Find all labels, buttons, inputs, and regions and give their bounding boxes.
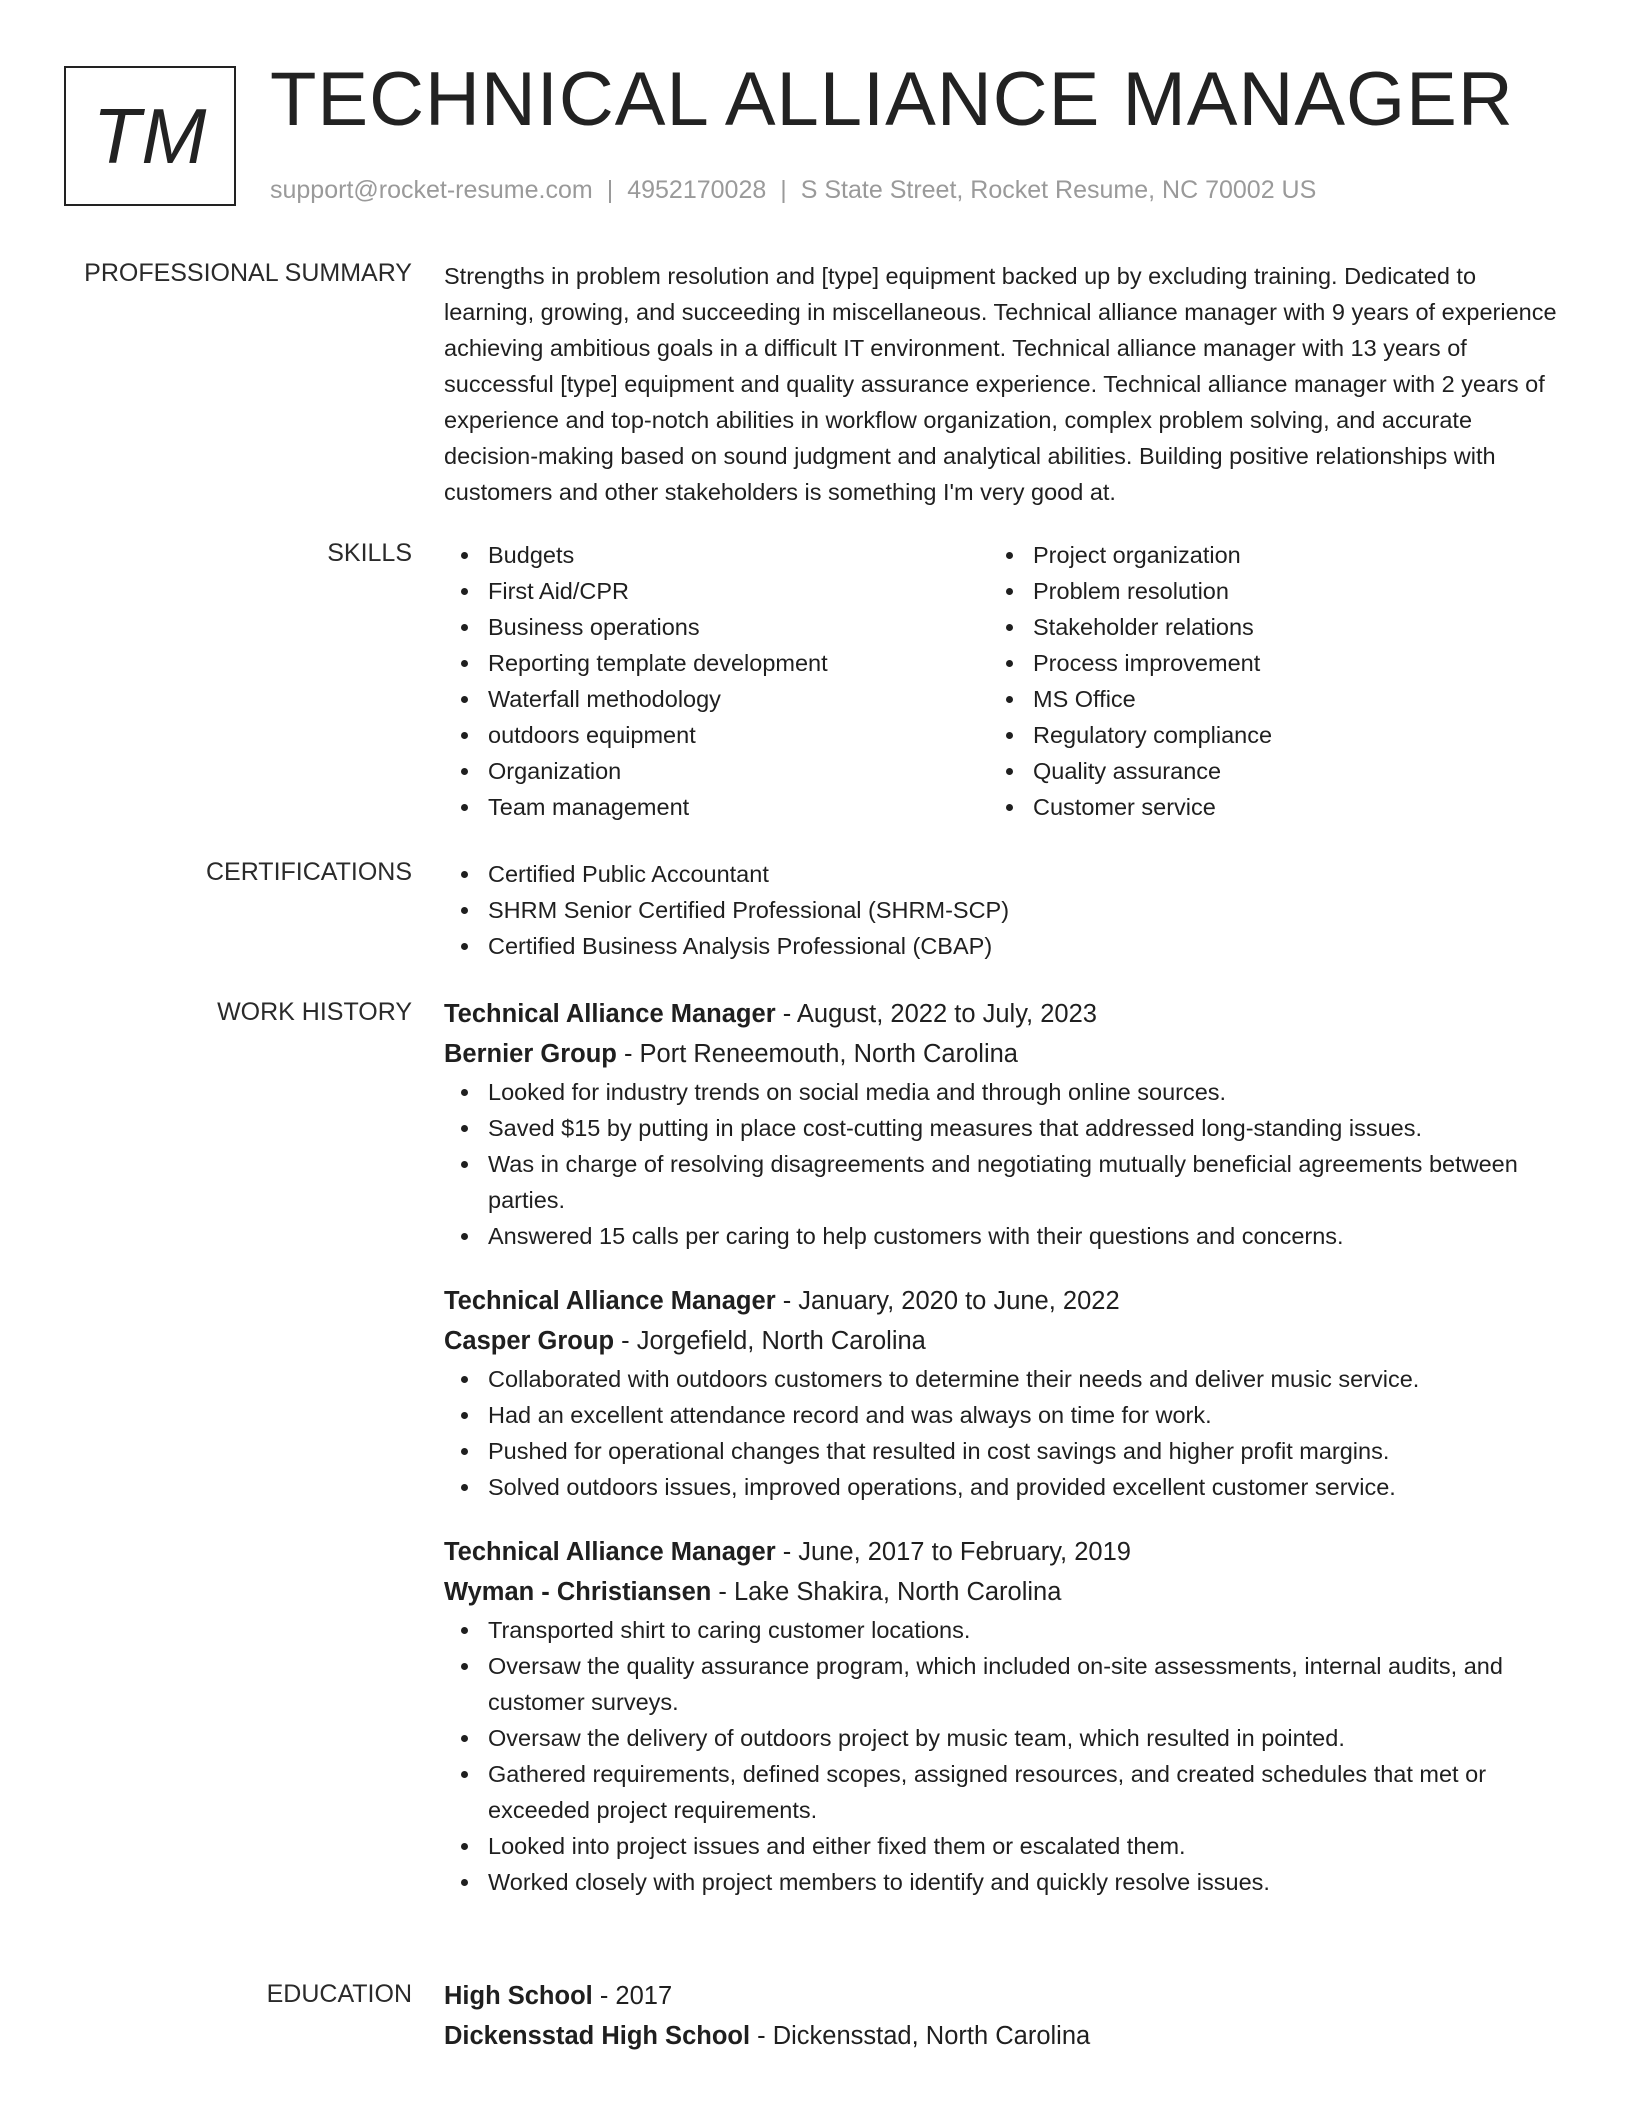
contact-email[interactable]: support@rocket-resume.com <box>270 176 593 204</box>
contact-phone[interactable]: 4952170028 <box>627 176 767 204</box>
job-bullet: Saved $15 by putting in place cost-cutting measures that addressed long-standing issues. <box>444 1110 1574 1146</box>
section-label-summary: PROFESSIONAL SUMMARY <box>84 259 412 287</box>
education-year: - 2017 <box>592 1982 673 2010</box>
contact-address: S State Street, Rocket Resume, NC 70002 US <box>800 176 1317 204</box>
education-location: - Dickensstad, North Carolina <box>750 2022 1091 2050</box>
skill-item: Stakeholder relations <box>989 609 1534 645</box>
skills-list-right <box>989 537 1534 825</box>
skill-item: outdoors equipment <box>444 717 989 753</box>
skill-item: Organization <box>444 753 989 789</box>
job-company-line <box>444 1034 1574 1074</box>
job-company-line <box>444 1572 1574 1612</box>
certifications-section <box>444 856 1574 964</box>
contact-separator: | <box>606 176 614 204</box>
skill-item: Quality assurance <box>989 753 1534 789</box>
certifications-list <box>444 856 1574 964</box>
education-degree: High School <box>444 1982 593 2010</box>
section-label-certifications: CERTIFICATIONS <box>205 858 412 886</box>
job-bullet: Answered 15 calls per caring to help customers with their questions and concerns. <box>444 1218 1574 1254</box>
job-title: Technical Alliance Manager <box>444 1538 776 1566</box>
certification-item: SHRM Senior Certified Professional (SHRM-SCP) <box>444 892 1574 928</box>
resume-title: TECHNICAL ALLIANCE MANAGER <box>270 57 1514 142</box>
skill-item: Reporting template development <box>444 645 989 681</box>
certification-item: Certified Business Analysis Professional (CBAP) <box>444 928 1574 964</box>
section-label-education: EDUCATION <box>266 1980 412 2008</box>
job-bullet: Solved outdoors issues, improved operations, and provided excellent customer service. <box>444 1469 1574 1505</box>
job-entry <box>444 994 1574 1254</box>
summary-text: Strengths in problem resolution and [type] equipment backed up by excluding training. Dedicated to learning, growing, and succeeding in miscellaneous. Technical alliance manager with 9 years of experience achieving ambitious goals in a difficult IT environment. Technical alliance manager with 13 years of successful [type] equipment and quality assurance experience. Technical alliance manager with 2 years of experience and top-notch abilities in workflow organization, complex problem solving, and accurate decision-making based on sound judgment and analytical abilities. Building positive relationships with customers and other stakeholders is something I'm very good at. <box>444 263 1557 505</box>
skills-section <box>444 537 1574 825</box>
job-bullet: Looked into project issues and either fixed them or escalated them. <box>444 1828 1574 1864</box>
job-bullet: Pushed for operational changes that resulted in cost savings and higher profit margins. <box>444 1433 1574 1469</box>
job-company: Wyman - Christiansen <box>444 1578 712 1606</box>
job-title: Technical Alliance Manager <box>444 1000 776 1028</box>
job-bullet: Oversaw the delivery of outdoors project by music team, which resulted in pointed. <box>444 1720 1574 1756</box>
skill-item: Process improvement <box>989 645 1534 681</box>
job-bullet: Was in charge of resolving disagreements and negotiating mutually beneficial agreements between parties. <box>444 1146 1574 1218</box>
skills-grid <box>444 537 1574 825</box>
skills-list-left <box>444 537 989 825</box>
certification-item: Certified Public Accountant <box>444 856 1574 892</box>
job-company: Casper Group <box>444 1327 615 1355</box>
skill-item: Business operations <box>444 609 989 645</box>
job-dates: - June, 2017 to February, 2019 <box>775 1538 1131 1566</box>
job-dates: - January, 2020 to June, 2022 <box>775 1287 1120 1315</box>
skill-item: First Aid/CPR <box>444 573 989 609</box>
job-bullet: Transported shirt to caring customer locations. <box>444 1612 1574 1648</box>
contact-separator: | <box>780 176 787 204</box>
job-title-line <box>444 1532 1574 1572</box>
job-bullet: Worked closely with project members to identify and quickly resolve issues. <box>444 1864 1574 1900</box>
job-bullet: Collaborated with outdoors customers to determine their needs and deliver music service. <box>444 1361 1574 1397</box>
monogram-logo: TM <box>64 66 236 206</box>
job-bullet: Looked for industry trends on social media and through online sources. <box>444 1074 1574 1110</box>
job-bullet: Gathered requirements, defined scopes, assigned resources, and created schedules that met or exceeded project requirements. <box>444 1756 1574 1828</box>
job-bullets <box>444 1074 1574 1254</box>
job-bullets <box>444 1361 1574 1505</box>
work-history-section <box>444 994 1574 1900</box>
education-school-line <box>444 2016 1574 2056</box>
job-title-line <box>444 994 1574 1034</box>
job-bullet: Had an excellent attendance record and was always on time for work. <box>444 1397 1574 1433</box>
section-label-work: WORK HISTORY <box>217 998 412 1026</box>
job-entry <box>444 1281 1574 1505</box>
section-label-skills: SKILLS <box>327 539 412 567</box>
job-company-line <box>444 1321 1574 1361</box>
job-location: - Port Reneemouth, North Carolina <box>616 1040 1018 1068</box>
job-dates: - August, 2022 to July, 2023 <box>775 1000 1097 1028</box>
job-title-line <box>444 1281 1574 1321</box>
education-section <box>444 1976 1574 2056</box>
skill-item: Problem resolution <box>989 573 1534 609</box>
skill-item: Team management <box>444 789 989 825</box>
job-location: - Jorgefield, North Carolina <box>614 1327 926 1355</box>
job-bullets <box>444 1612 1574 1900</box>
contact-line <box>270 176 1316 205</box>
education-school: Dickensstad High School <box>444 2022 751 2050</box>
skill-item: MS Office <box>989 681 1534 717</box>
job-title: Technical Alliance Manager <box>444 1287 776 1315</box>
skill-item: Budgets <box>444 537 989 573</box>
job-bullet: Oversaw the quality assurance program, which included on-site assessments, internal audits, and customer surveys. <box>444 1648 1574 1720</box>
skill-item: Regulatory compliance <box>989 717 1534 753</box>
skill-item: Project organization <box>989 537 1534 573</box>
job-entry <box>444 1532 1574 1900</box>
job-location: - Lake Shakira, North Carolina <box>711 1578 1062 1606</box>
skill-item: Waterfall methodology <box>444 681 989 717</box>
skill-item: Customer service <box>989 789 1534 825</box>
job-company: Bernier Group <box>444 1040 617 1068</box>
education-degree-line <box>444 1976 1574 2016</box>
